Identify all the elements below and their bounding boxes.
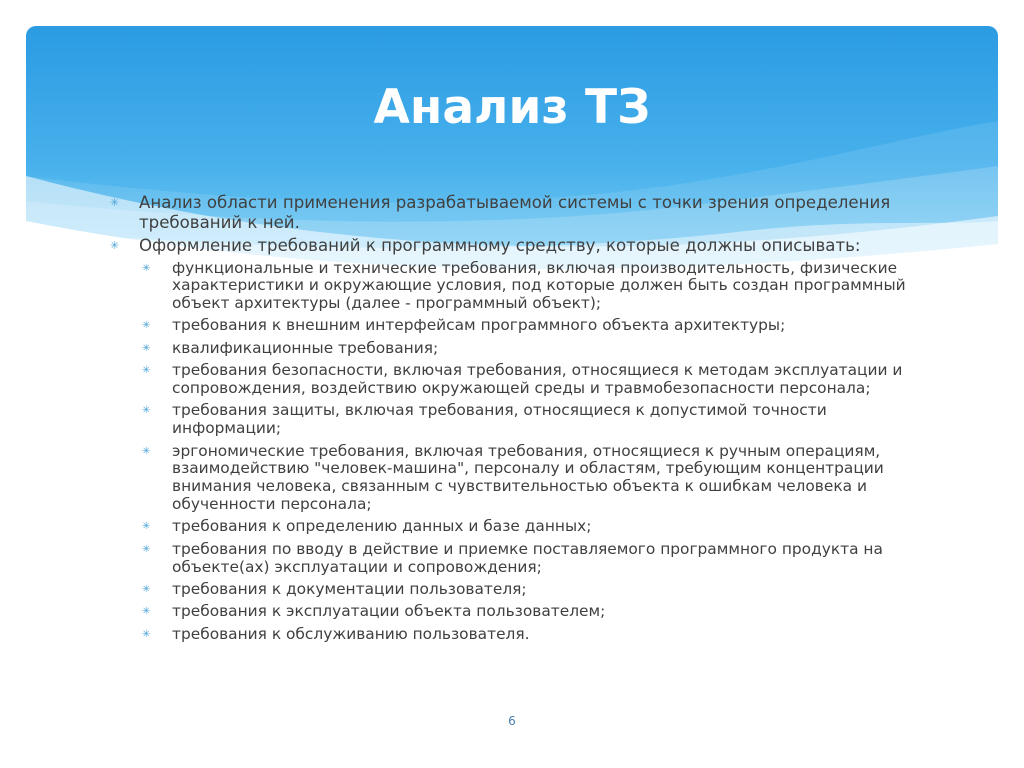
bullet-icon: ✳ <box>142 365 151 377</box>
bullet-icon: ✳ <box>142 628 151 640</box>
sub-bullet-item <box>110 603 920 621</box>
sub-bullet-item <box>110 541 920 577</box>
bullet-icon: ✳ <box>110 196 120 209</box>
sub-bullet-item <box>110 317 920 335</box>
bullet-icon: ✳ <box>142 262 151 274</box>
sub-bullet-item <box>110 443 920 514</box>
bullet-icon: ✳ <box>142 521 151 533</box>
sub-bullet-item <box>110 402 920 438</box>
bullet-text: функциональные и технические требования, включая производительность, физические характеристики и окружающие условия, под которые должен быть создан программный объект архитектуры (далее - программный объект); <box>172 258 906 313</box>
bullet-text: квалификационные требования; <box>172 338 439 357</box>
bullet-text: требования безопасности, включая требования, относящиеся к методам эксплуатации и сопровождения, воздействию окружающей среды и травмобезопасности персонала; <box>172 361 903 398</box>
sub-bullet-item <box>110 340 920 358</box>
bullet-text: требования к эксплуатации объекта пользователем; <box>172 602 606 621</box>
bullet-text: эргономические требования, включая требования, относящиеся к ручным операциям, взаимодействию "человек-машина", персоналу и областям, требующим концентрации внимания человека, связанным с чувствительностью объекта к ошибкам человека и обученности персонала; <box>172 441 884 514</box>
sub-bullet-item <box>110 362 920 398</box>
bullet-list <box>110 193 920 648</box>
bullet-text: Оформление требований к программному средству, которые должны описывать: <box>139 236 861 255</box>
slide-title: Анализ ТЗ <box>373 80 651 135</box>
bullet-icon: ✳ <box>110 239 120 252</box>
bullet-icon: ✳ <box>142 445 151 457</box>
bullet-icon: ✳ <box>142 584 151 595</box>
sub-bullet-item <box>110 581 920 599</box>
bullet-text: требования к внешним интерфейсам программного объекта архитектуры; <box>172 316 786 335</box>
bullet-text: требования к обслуживанию пользователя. <box>172 624 530 643</box>
bullet-text: требования к документации пользователя; <box>172 580 527 598</box>
bullet-text: требования по вводу в действие и приемке поставляемого программного продукта на объекте(ах) эксплуатации и сопровождения; <box>172 539 883 576</box>
sub-bullet-item <box>110 518 920 536</box>
bullet-text: Анализ области применения разрабатываемой системы с точки зрения определения требований к ней. <box>139 193 891 232</box>
bullet-item <box>110 236 920 256</box>
sub-bullet-item <box>110 260 920 313</box>
bullet-icon: ✳ <box>142 320 151 332</box>
bullet-text: требования к определению данных и базе данных; <box>172 517 592 536</box>
bullet-icon: ✳ <box>142 405 151 417</box>
bullet-item <box>110 193 920 232</box>
bullet-text: требования защиты, включая требования, относящиеся к допустимой точности информации; <box>172 401 827 438</box>
page-number: 6 <box>508 714 516 728</box>
bullet-icon: ✳ <box>142 606 151 618</box>
bullet-icon: ✳ <box>142 543 151 555</box>
bullet-icon: ✳ <box>142 342 151 354</box>
sub-bullet-item <box>110 626 920 644</box>
